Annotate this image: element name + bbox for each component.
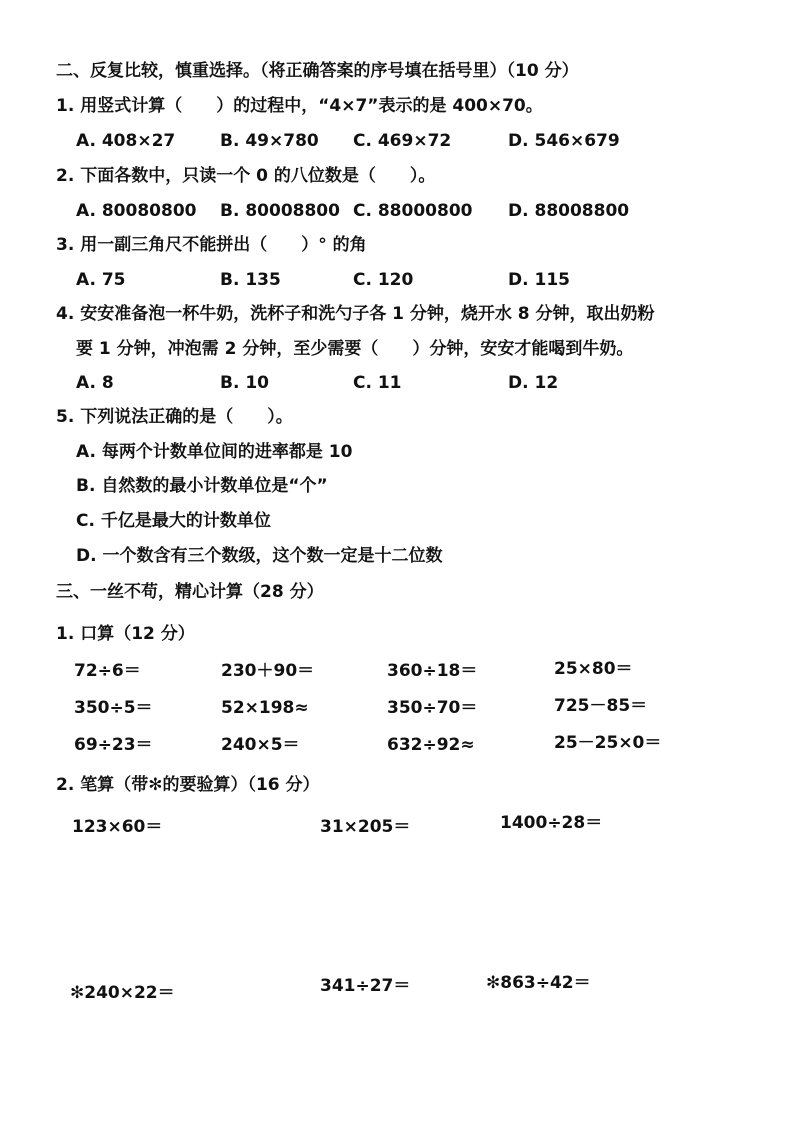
question-4-stem-line1: 4. 安安准备泡一杯牛奶，洗杯子和洗勺子各 1 分钟，烧开水 8 分钟，取出奶粉 (56, 304, 655, 324)
oral-calc-item: 230＋90＝ (221, 661, 315, 681)
oral-calc-item: 52×198≈ (221, 698, 309, 718)
written-calc-item: ✻240×22＝ (70, 983, 175, 1003)
written-calc-item: ✻863÷42＝ (486, 973, 591, 993)
question-5-option-d: D. 一个数含有三个数级，这个数一定是十二位数 (76, 546, 443, 566)
oral-calc-item: 725－85＝ (554, 696, 648, 716)
question-2-option-b: B. 80008800 (220, 201, 340, 221)
section2-title: 二、反复比较，慎重选择。（将正确答案的序号填在括号里）（10 分） (56, 61, 579, 81)
question-1-option-c: C. 469×72 (353, 131, 452, 151)
question-3-stem: 3. 用一副三角尺不能拼出（ ）° 的角 (56, 235, 367, 255)
question-2-option-d: D. 88008800 (508, 201, 630, 221)
question-5-stem: 5. 下列说法正确的是（ ）。 (56, 407, 293, 427)
question-5-option-c: C. 千亿是最大的计数单位 (76, 511, 271, 531)
question-2-stem: 2. 下面各数中，只读一个 0 的八位数是（ ）。 (56, 166, 436, 186)
written-calc-item: 123×60＝ (72, 817, 163, 837)
question-4-option-b: B. 10 (220, 373, 269, 393)
oral-calc-item: 360÷18＝ (387, 661, 478, 681)
oral-calc-item: 350÷70＝ (387, 698, 478, 718)
question-3-option-b: B. 135 (220, 270, 281, 290)
oral-calc-title: 1. 口算（12 分） (56, 624, 195, 644)
oral-calc-item: 72÷6＝ (74, 661, 141, 681)
question-5-option-b: B. 自然数的最小计数单位是“个” (76, 476, 328, 496)
question-1-stem: 1. 用竖式计算（ ）的过程中，“4×7”表示的是 400×70。 (56, 96, 543, 116)
question-4-option-c: C. 11 (353, 373, 402, 393)
oral-calc-item: 25－25×0＝ (554, 733, 662, 753)
written-calc-item: 341÷27＝ (320, 976, 411, 996)
oral-calc-item: 69÷23＝ (74, 735, 153, 755)
question-3-option-a: A. 75 (76, 270, 126, 290)
question-4-option-a: A. 8 (76, 373, 114, 393)
written-calc-item: 1400÷28＝ (500, 813, 603, 833)
question-5-option-a: A. 每两个计数单位间的进率都是 10 (76, 442, 353, 462)
question-2-option-c: C. 88000800 (353, 201, 473, 221)
written-calc-item: 31×205＝ (320, 817, 411, 837)
oral-calc-item: 350÷5＝ (74, 698, 153, 718)
oral-calc-item: 632÷92≈ (387, 735, 475, 755)
question-1-option-a: A. 408×27 (76, 131, 176, 151)
question-3-option-d: D. 115 (508, 270, 570, 290)
oral-calc-item: 25×80＝ (554, 659, 633, 679)
question-1-option-d: D. 546×679 (508, 131, 620, 151)
question-2-option-a: A. 80080800 (76, 201, 197, 221)
question-4-option-d: D. 12 (508, 373, 559, 393)
oral-calc-item: 240×5＝ (221, 735, 300, 755)
section3-title: 三、一丝不苟，精心计算（28 分） (56, 582, 324, 602)
question-4-stem-line2: 要 1 分钟，冲泡需 2 分钟，至少需要（ ）分钟，安安才能喝到牛奶。 (76, 339, 634, 359)
written-calc-title: 2. 笔算（带✻的要验算）（16 分） (56, 775, 320, 795)
question-3-option-c: C. 120 (353, 270, 414, 290)
question-1-option-b: B. 49×780 (220, 131, 319, 151)
